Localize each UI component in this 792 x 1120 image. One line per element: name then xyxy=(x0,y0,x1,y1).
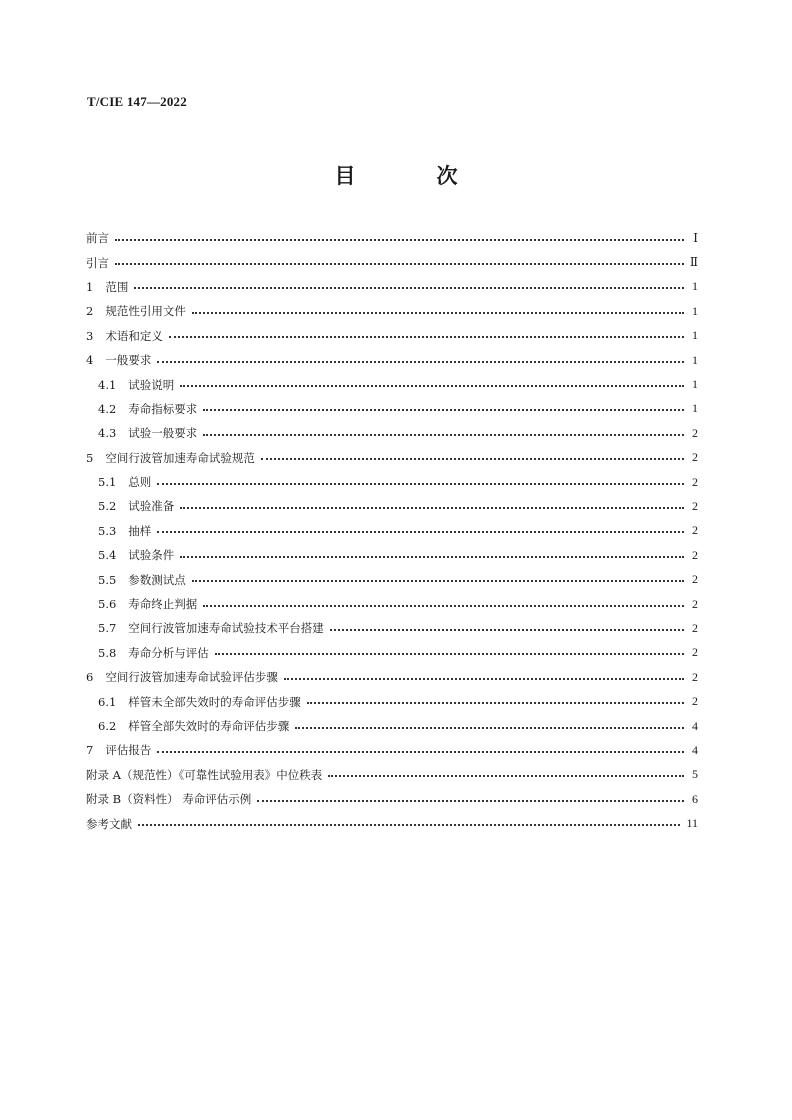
dot-leader xyxy=(257,799,684,802)
toc-entry-label: 寿命分析与评估 xyxy=(128,645,209,660)
toc-entry[interactable] xyxy=(86,226,698,250)
toc-entry-number: 6.2 xyxy=(98,719,117,733)
toc-entry-page: 1 xyxy=(692,352,698,367)
toc-entry-page: 2 xyxy=(692,498,698,513)
toc-entry-label: 抽样 xyxy=(128,523,152,538)
dot-leader xyxy=(138,823,680,826)
toc-entry-number: 5.1 xyxy=(98,475,117,490)
page-title: 目 次 xyxy=(334,164,488,188)
dot-leader xyxy=(115,262,684,265)
toc-entry-page: 2 xyxy=(692,669,698,684)
toc-entry[interactable] xyxy=(86,348,698,372)
dot-leader xyxy=(203,408,684,411)
toc-entry-number: 1 xyxy=(86,279,94,294)
toc-entry-label: 附录 A（规范性）《可靠性试验用表》中位秩表 xyxy=(86,767,323,782)
dot-leader xyxy=(330,628,684,631)
dot-leader xyxy=(328,774,684,777)
toc-entry-label: 参考文献 xyxy=(86,816,132,831)
dot-leader xyxy=(203,604,684,607)
dot-leader xyxy=(169,335,684,338)
toc-entry-label: 试验条件 xyxy=(128,548,175,563)
toc-entry[interactable] xyxy=(86,519,698,543)
dot-leader xyxy=(192,311,684,314)
dot-leader xyxy=(134,286,684,289)
toc-entry-number: 5.3 xyxy=(98,523,117,538)
toc-entry-number: 5.2 xyxy=(98,499,117,514)
toc-entry-label: 试验一般要求 xyxy=(128,426,198,441)
toc-entry-number: 4.1 xyxy=(98,377,117,392)
toc-entry[interactable] xyxy=(86,567,698,591)
toc-entry-page: 2 xyxy=(692,620,698,635)
toc-entry-number: 2 xyxy=(86,304,94,319)
toc-entry[interactable] xyxy=(86,494,698,518)
dot-leader xyxy=(180,384,684,387)
toc-entry-page: 1 xyxy=(692,401,698,416)
toc-entry[interactable] xyxy=(86,299,698,323)
toc-entry-number: 6 xyxy=(86,670,94,685)
dot-leader xyxy=(157,530,684,533)
toc-entry[interactable] xyxy=(86,275,698,299)
dot-leader xyxy=(192,579,684,582)
toc-entry-label: 空间行波管加速寿命试验规范 xyxy=(105,450,255,465)
dot-leader xyxy=(307,701,684,704)
toc-entry-number: 4 xyxy=(86,353,94,368)
toc-entry-page: 1 xyxy=(692,279,698,294)
toc-entry-label: 空间行波管加速寿命试验技术平台搭建 xyxy=(128,621,324,636)
toc-entry-page: 1 xyxy=(692,328,698,343)
toc-entry-page: 2 xyxy=(692,450,698,465)
toc-entry-label: 规范性引用文件 xyxy=(105,304,186,319)
toc-entry-label: 前言 xyxy=(86,231,109,246)
toc-entry[interactable] xyxy=(86,763,698,787)
toc-entry-page: 2 xyxy=(692,547,698,562)
toc-entry-page: 2 xyxy=(692,694,698,709)
toc-entry[interactable] xyxy=(86,689,698,713)
table-of-contents xyxy=(86,226,698,836)
toc-entry-number: 5.4 xyxy=(98,548,117,563)
dot-leader xyxy=(295,726,684,729)
standard-code: T/CIE 147—2022 xyxy=(87,94,187,109)
toc-entry-label: 寿命终止判据 xyxy=(128,597,198,612)
toc-entry[interactable] xyxy=(86,665,698,689)
toc-entry-label: 样管全部失效时的寿命评估步骤 xyxy=(128,719,290,733)
toc-entry-label: 试验准备 xyxy=(128,499,175,514)
toc-entry[interactable] xyxy=(86,787,698,811)
toc-entry[interactable] xyxy=(86,641,698,665)
toc-entry-label: 空间行波管加速寿命试验评估步骤 xyxy=(105,670,278,685)
toc-entry-number: 5.5 xyxy=(98,572,117,587)
toc-entry-label: 术语和定义 xyxy=(105,328,163,343)
dot-leader xyxy=(215,652,684,655)
toc-entry[interactable] xyxy=(86,738,698,762)
dot-leader xyxy=(203,433,684,436)
toc-entry-page: 2 xyxy=(692,474,698,489)
toc-entry-number: 7 xyxy=(86,743,94,758)
toc-entry[interactable] xyxy=(86,421,698,445)
toc-entry-number: 4.2 xyxy=(98,401,117,416)
toc-entry-page: 2 xyxy=(692,425,698,440)
toc-entry-label: 试验说明 xyxy=(128,377,175,392)
toc-entry-page: 11 xyxy=(686,816,698,831)
toc-entry[interactable] xyxy=(86,446,698,470)
toc-entry-page: 4 xyxy=(692,742,698,757)
toc-entry[interactable] xyxy=(86,250,698,274)
toc-entry-label: 寿命指标要求 xyxy=(128,401,198,416)
toc-entry-page: 2 xyxy=(692,523,698,538)
toc-entry-number: 5.6 xyxy=(98,597,117,612)
toc-entry[interactable] xyxy=(86,811,698,835)
toc-entry-number: 5.7 xyxy=(98,621,117,636)
toc-entry-label: 样管未全部失效时的寿命评估步骤 xyxy=(128,694,301,709)
toc-entry-page: 2 xyxy=(692,572,698,587)
toc-entry-number: 4.3 xyxy=(98,426,117,441)
dot-leader xyxy=(284,677,684,680)
toc-entry-page: 2 xyxy=(692,596,698,611)
toc-entry-page: Ⅰ xyxy=(693,230,698,245)
dot-leader xyxy=(157,750,684,753)
dot-leader xyxy=(180,555,684,558)
toc-entry[interactable] xyxy=(86,592,698,616)
toc-entry-number: 5 xyxy=(86,450,94,465)
toc-entry-label: 一般要求 xyxy=(105,353,152,368)
dot-leader xyxy=(157,482,684,485)
toc-entry-page: 6 xyxy=(692,791,698,806)
toc-entry-number: 6.1 xyxy=(98,694,117,709)
toc-entry-label: 总则 xyxy=(128,475,152,490)
toc-entry-number: 5.8 xyxy=(98,645,117,660)
toc-entry[interactable] xyxy=(86,470,698,494)
toc-entry[interactable] xyxy=(86,397,698,421)
toc-entry-page: Ⅱ xyxy=(689,255,698,270)
toc-entry-page: 1 xyxy=(692,303,698,318)
toc-entry-page: 5 xyxy=(692,767,698,782)
toc-entry[interactable] xyxy=(86,616,698,640)
toc-entry-label: 附录 B（资料性） 寿命评估示例 xyxy=(86,792,252,807)
toc-entry-page: 4 xyxy=(692,718,698,733)
toc-entry[interactable] xyxy=(86,324,698,348)
toc-entry-label: 参数测试点 xyxy=(128,572,186,587)
toc-entry-number: 3 xyxy=(86,328,94,343)
toc-entry-label: 范围 xyxy=(105,279,129,294)
toc-entry-page: 1 xyxy=(692,377,698,392)
toc-entry-label: 引言 xyxy=(86,255,109,270)
dot-leader xyxy=(261,457,684,460)
toc-entry[interactable] xyxy=(86,714,698,738)
toc-entry-page: 2 xyxy=(692,645,698,660)
dot-leader xyxy=(157,360,684,363)
toc-entry-label: 评估报告 xyxy=(105,743,152,758)
dot-leader xyxy=(180,506,684,509)
toc-entry[interactable] xyxy=(86,372,698,396)
toc-entry[interactable] xyxy=(86,543,698,567)
dot-leader xyxy=(115,238,684,241)
